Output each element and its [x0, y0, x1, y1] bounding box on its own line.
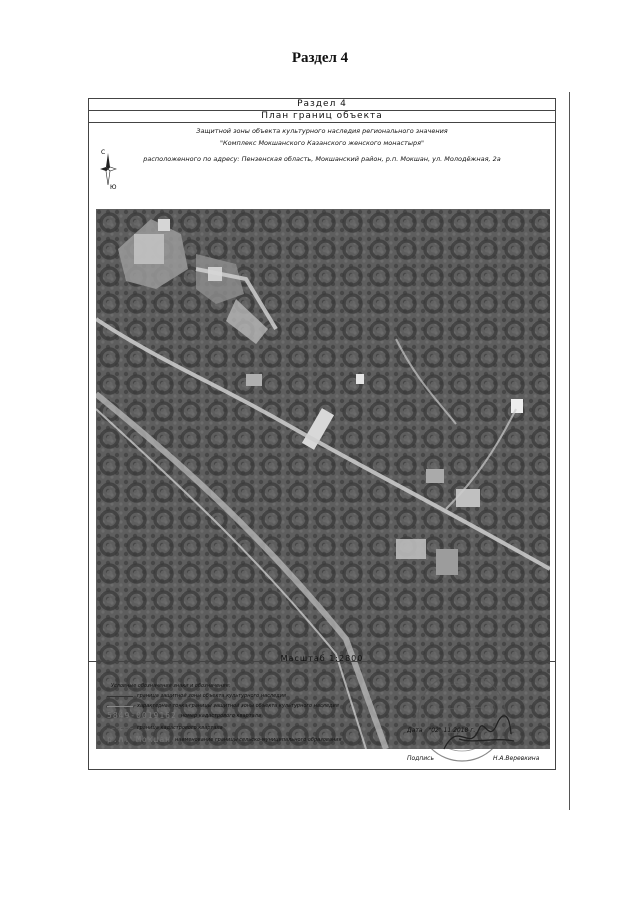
- map-scale: Масштаб 1:2800: [280, 654, 364, 663]
- legend-text: характерная точка границы защитной зоны объекта культурного наследия: [137, 703, 339, 709]
- legend-text: наименование границы сельско-муниципального образования: [174, 736, 342, 743]
- legend-code: 5849-0019162: [107, 711, 177, 720]
- solid-line-swatch: [107, 696, 133, 697]
- legend-text: граница кадастрового квартала: [137, 725, 223, 731]
- legend-item-cadastral-boundary: [107, 725, 223, 731]
- legend-text: граница защитной зоны объекта культурного наследия: [137, 693, 286, 699]
- object-address: расположенного по адресу: Пензенская область, Мокшанский район, р.п. Мокшан, ул. Молодёжная, 2а: [143, 155, 501, 163]
- compass-north-label: С: [101, 149, 106, 156]
- legend-text: номер кадастрового квартала: [180, 712, 261, 719]
- sheet-subtitle: План границ объекта: [89, 110, 555, 123]
- legend-item-cadastral-number: [107, 711, 261, 720]
- legend-item-boundary-point: [107, 703, 339, 709]
- sheet-title: Раздел 4: [89, 99, 555, 111]
- dashed-line-swatch: [107, 728, 133, 729]
- map-sheet: [88, 98, 556, 770]
- scan-edge-line: [569, 92, 570, 810]
- signer-name: Н.А.Веревкина: [493, 755, 540, 762]
- legend-code: р.п. Мокшан: [107, 735, 171, 744]
- north-arrow-icon: [97, 147, 119, 191]
- signature-label: Подпись: [407, 755, 434, 762]
- page-heading: Раздел 4: [291, 50, 349, 66]
- legend-item-municipality-name: [107, 735, 341, 744]
- object-description-line1: Защитной зоны объекта культурного наследия регионального значения: [196, 127, 448, 135]
- date-value: "02" 11 2018 г.: [428, 727, 476, 734]
- legend-heading: Условные обозначения знаки и обозначения:: [111, 683, 231, 689]
- date-label: Дата: [407, 727, 423, 734]
- date-field: [407, 727, 475, 734]
- object-description-line2: "Комплекс Мокшанского Казанского женского монастыря": [220, 139, 424, 147]
- compass-south-label: Ю: [110, 184, 117, 191]
- legend-item-zone-boundary: [107, 693, 286, 699]
- thin-line-swatch: [107, 706, 133, 707]
